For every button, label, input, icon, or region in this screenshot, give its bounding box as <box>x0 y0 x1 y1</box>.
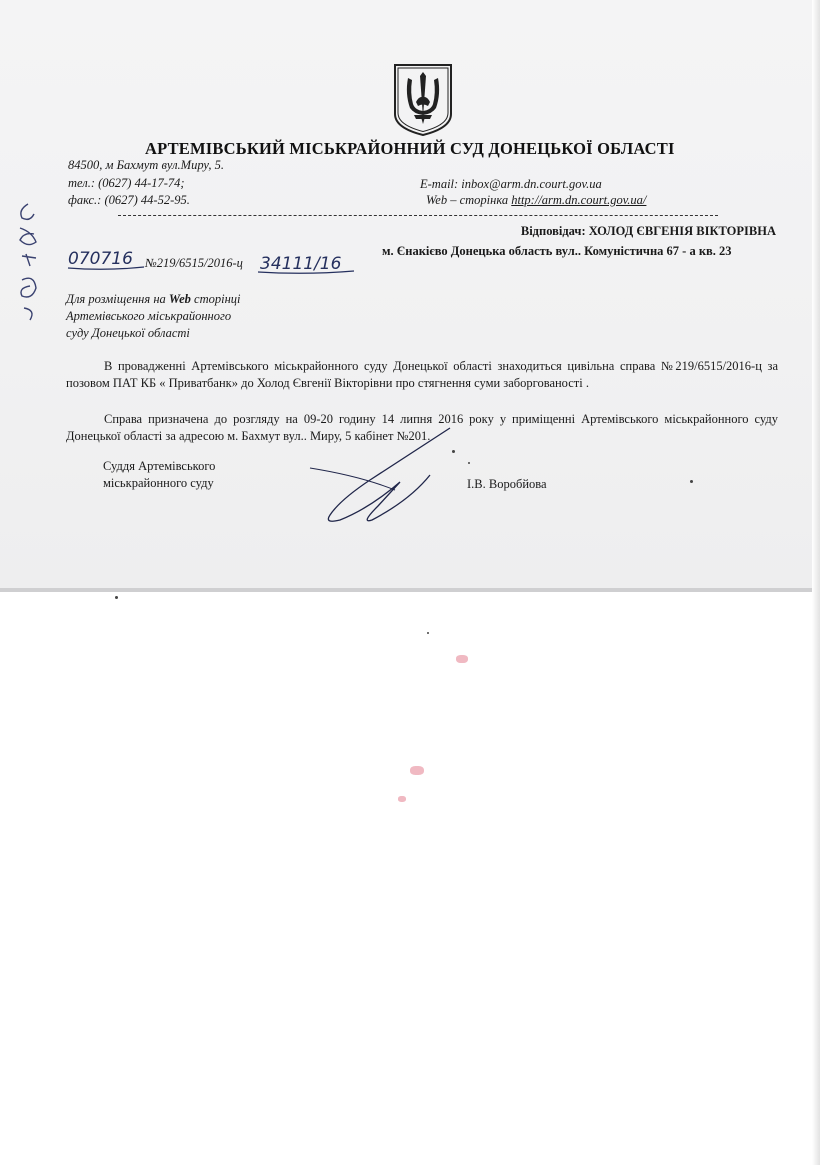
margin-handwritten-note <box>8 196 48 326</box>
header-divider <box>118 215 718 216</box>
svg-text:070716: 070716 <box>68 249 133 269</box>
judge-title <box>103 458 215 492</box>
court-fax: факс.: (0627) 44-52-95. <box>68 193 190 207</box>
placement-suffix: сторінці <box>190 292 241 306</box>
svg-text:34111/16: 34111/16 <box>260 254 342 274</box>
pink-stain <box>456 655 468 663</box>
ink-speck <box>452 450 455 453</box>
placement-line2: Артемівського міськрайонного <box>66 309 232 323</box>
handwritten-date <box>66 246 146 272</box>
placement-web: Web <box>168 292 191 306</box>
judge-name: І.В. Воробйова <box>467 477 547 491</box>
pink-stain <box>398 796 406 802</box>
ink-speck <box>427 632 429 634</box>
case-number: №219/6515/2016-ц <box>145 256 243 270</box>
court-web <box>426 193 646 208</box>
court-email: E-mail: inbox@arm.dn.court.gov.ua <box>420 177 602 191</box>
court-address: 84500, м Бахмут вул.Миру, 5. <box>68 158 224 172</box>
pink-stain <box>410 766 424 775</box>
placement-prefix: Для розміщення на <box>66 292 169 306</box>
web-placement-note <box>66 291 241 342</box>
judge-line1: Суддя Артемівського <box>103 459 216 473</box>
judge-line2: міськрайонного суду <box>103 476 214 490</box>
respondent-name: Відповідач: ХОЛОД ЄВГЕНІЯ ВІКТОРІВНА <box>520 224 776 238</box>
judge-signature <box>300 420 490 540</box>
page-right-edge <box>812 0 820 1165</box>
paragraph-case <box>66 358 778 392</box>
trident-emblem-icon <box>392 62 454 138</box>
web-link[interactable]: http://arm.dn.court.gov.ua/ <box>511 193 647 207</box>
court-title: АРТЕМІВСЬКИЙ МІСЬКРАЙОННИЙ СУД ДОНЕЦЬКОЇ ОБЛАСТІ <box>145 139 675 158</box>
ink-speck <box>690 480 693 483</box>
ink-speck <box>468 462 470 464</box>
blank-lower-page <box>0 592 820 1165</box>
handwritten-outgoing-number <box>256 238 356 296</box>
respondent-address: м. Єнакієво Донецька область вул.. Комуністична 67 - а кв. 23 <box>382 244 732 258</box>
placement-line3: суду Донецької області <box>66 326 190 340</box>
paragraph-case-text: В провадженні Артемівського міськрайонного суду Донецької області знаходиться цивільна справа №219/6515/2016-ц за позовом ПАТ КБ « Приватбанк» до Холод Євгенії Вікторівни про стягнення суми заборгованості . <box>66 359 778 390</box>
ink-speck <box>115 596 118 599</box>
court-phone: тел.: (0627) 44-17-74; <box>68 176 185 190</box>
web-prefix: Web – сторінка <box>426 193 512 207</box>
paragraph-hearing-text: Справа призначена до розгляду на 09-20 годину 14 липня 2016 року у приміщенні Артемівського міськрайонного суду Донецької області за адресою м. Бахмут вул.. Миру, 5 кабінет №201. <box>66 412 778 443</box>
